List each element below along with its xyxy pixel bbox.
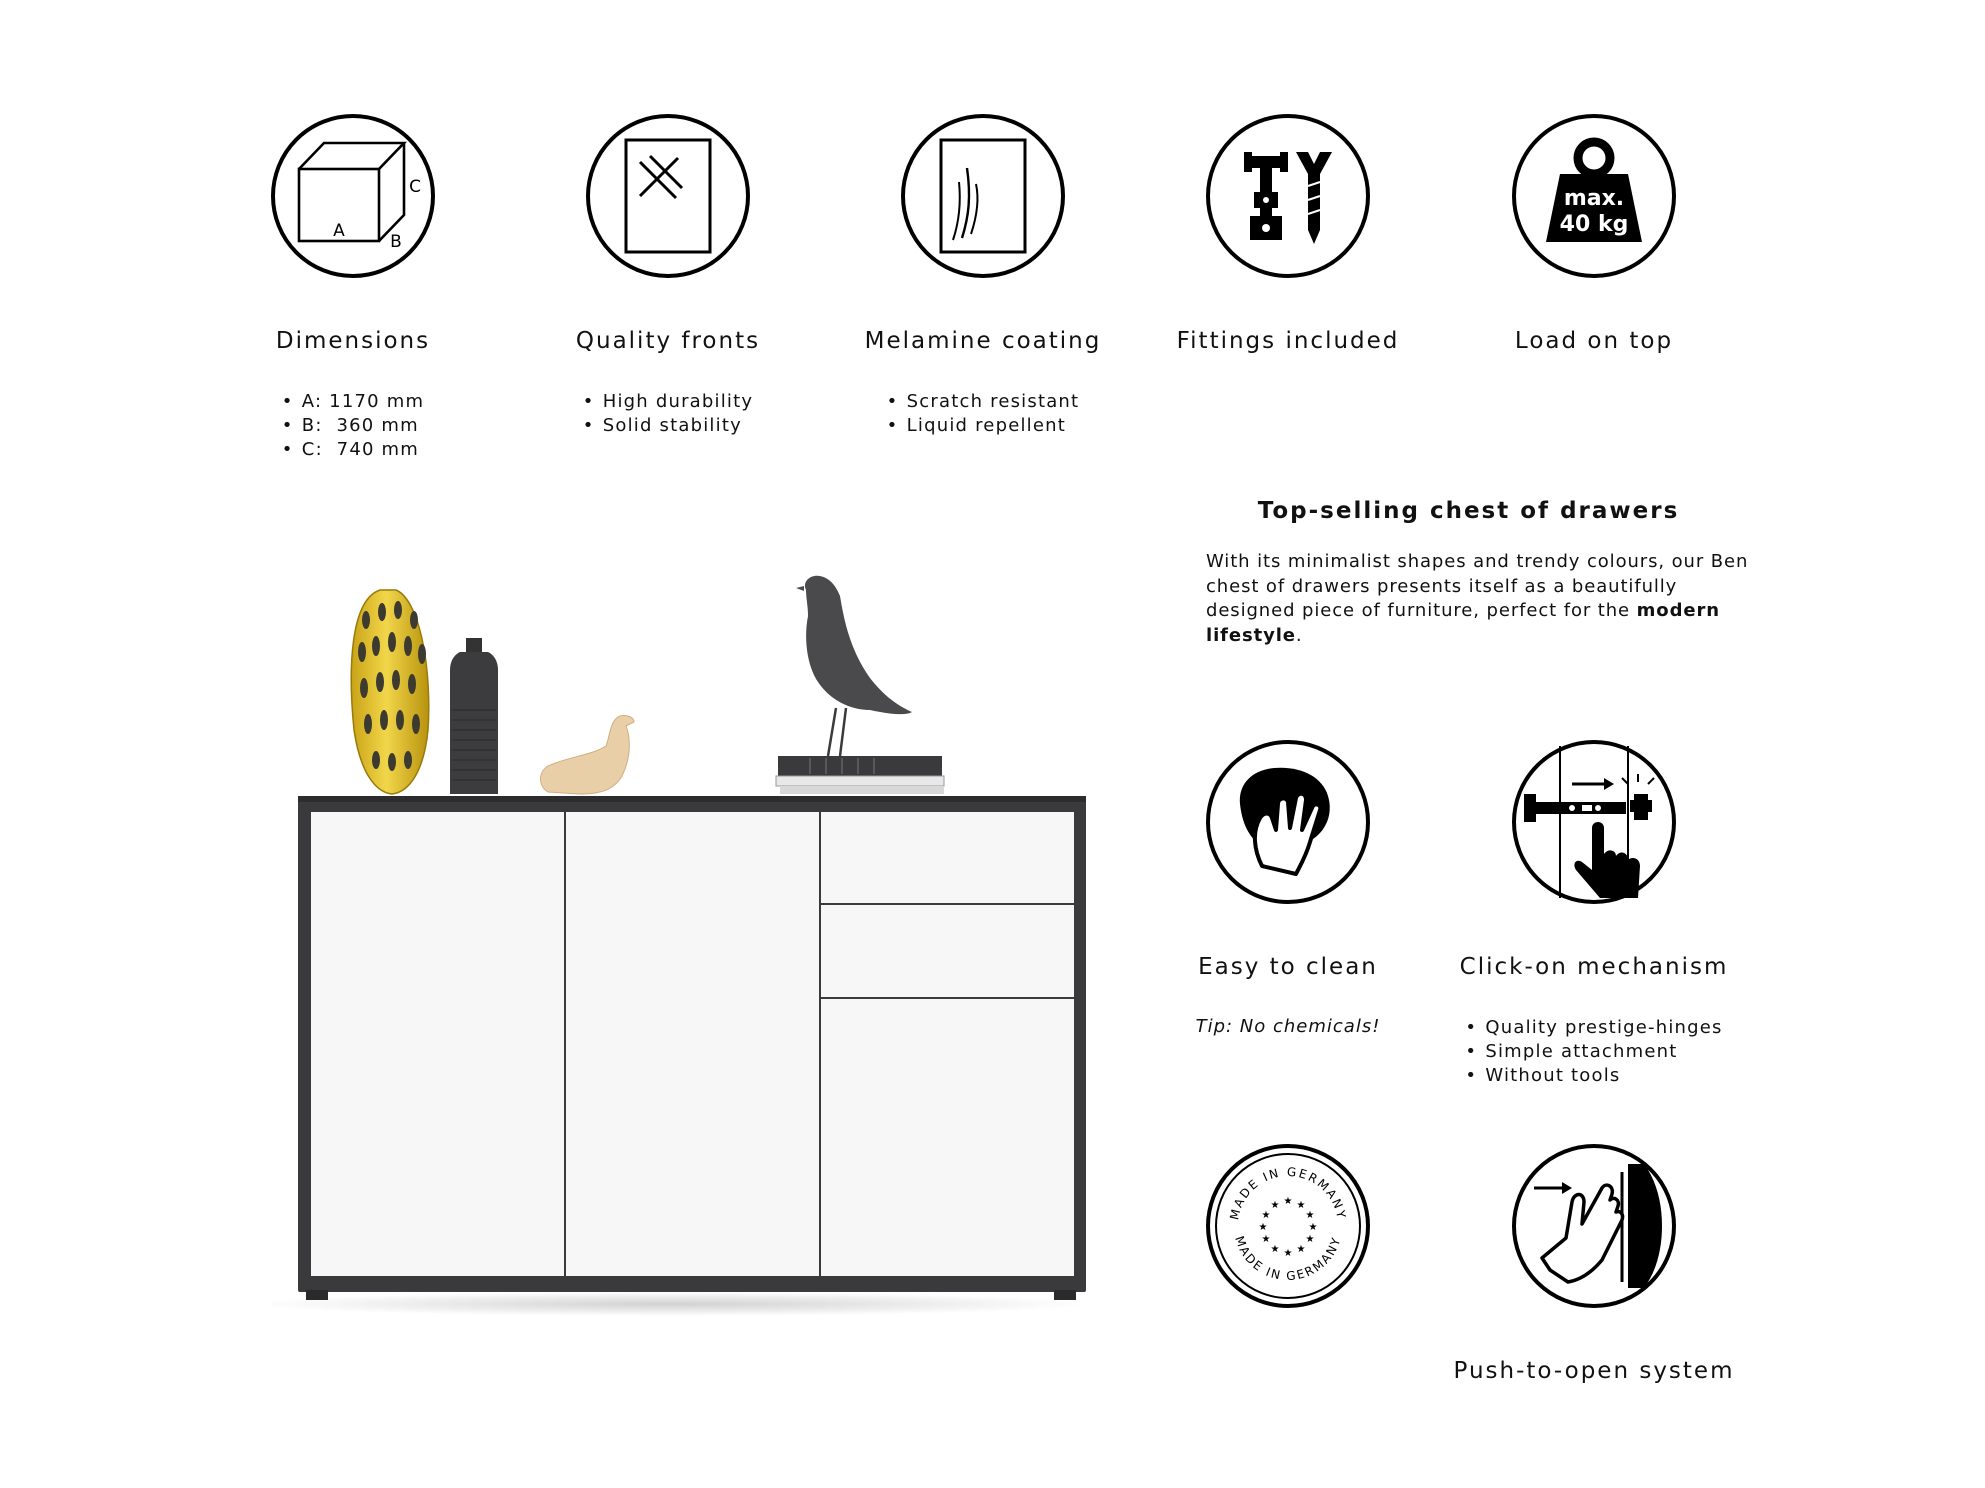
description-title: Top-selling chest of drawers: [1257, 498, 1680, 524]
svg-text:★: ★: [1270, 1244, 1280, 1255]
seal-text-bottom: MADE IN GERMANY: [1232, 1234, 1344, 1284]
chest-of-drawers: [298, 796, 1086, 1300]
feature-bullets: [282, 390, 424, 462]
feature-title: Push-to-open system: [1453, 1358, 1735, 1384]
bullet-item: • Solid stability: [583, 414, 754, 438]
push-hand-icon: [1510, 1142, 1678, 1310]
feature-quality-fronts: [518, 112, 818, 438]
feature-title: Quality fronts: [575, 328, 761, 354]
cabinet-scene: [270, 560, 1120, 1320]
feature-click-on-mechanism: [1444, 738, 1744, 1088]
svg-text:★: ★: [1296, 1244, 1306, 1255]
svg-text:★: ★: [1308, 1222, 1318, 1233]
svg-text:★: ★: [1305, 1210, 1315, 1221]
door-right: [821, 999, 1074, 1276]
drawer-top: [821, 812, 1074, 903]
feature-bullets: [1465, 1016, 1722, 1088]
bullet-item: • Liquid repellent: [887, 414, 1080, 438]
bullet-item: • Quality prestige-hinges: [1465, 1016, 1722, 1040]
feature-title: Dimensions: [275, 328, 431, 354]
feature-bullets: [887, 390, 1080, 438]
bullet-item: • Simple attachment: [1465, 1040, 1722, 1064]
door-left: [311, 812, 564, 1276]
yellow-vase: [351, 590, 428, 794]
dark-bottle: [450, 638, 498, 794]
feature-load-on-top: [1444, 112, 1744, 354]
weight-line-2: 40 kg: [1559, 212, 1629, 237]
svg-text:★: ★: [1283, 1196, 1293, 1207]
weight-icon: [1510, 112, 1678, 280]
svg-text:★: ★: [1258, 1222, 1268, 1233]
feature-easy-to-clean: [1138, 738, 1438, 1037]
book-stack: [776, 756, 944, 794]
bullet-item: • A: 1170 mm: [282, 390, 424, 414]
feature-title: Melamine coating: [864, 328, 1102, 354]
svg-text:★: ★: [1270, 1200, 1280, 1211]
bird-figurine: [796, 576, 912, 756]
description-end: .: [1295, 624, 1303, 646]
svg-text:★: ★: [1283, 1248, 1293, 1259]
feature-fittings-included: [1138, 112, 1438, 354]
feature-title: Easy to clean: [1198, 954, 1378, 980]
feature-made-in-germany: [1138, 1142, 1438, 1310]
door-middle: [566, 812, 819, 1276]
hinge-screw-icon: [1204, 112, 1372, 280]
weight-line-1: max.: [1563, 186, 1625, 211]
cloth-hand-icon: [1204, 738, 1372, 906]
svg-text:★: ★: [1305, 1234, 1315, 1245]
wooden-bird: [541, 715, 635, 794]
bullet-item: • Scratch resistant: [887, 390, 1080, 414]
scratch-panel-icon: [899, 112, 1067, 280]
floor-shadow: [270, 1292, 1090, 1316]
feature-bullets: [583, 390, 754, 438]
bullet-item: • C: 740 mm: [282, 438, 424, 462]
feature-melamine-coating: [833, 112, 1133, 438]
click-hinge-icon: [1510, 738, 1678, 906]
made-in-germany-seal-icon: [1204, 1142, 1372, 1310]
bullet-item: • Without tools: [1465, 1064, 1722, 1088]
dimension-label-c: C: [409, 177, 421, 197]
svg-text:★: ★: [1261, 1234, 1271, 1245]
feature-dimensions: [203, 112, 503, 462]
feature-push-to-open: [1444, 1142, 1744, 1384]
dimension-label-a: A: [333, 221, 345, 241]
seal-text-top: MADE IN GERMANY: [1227, 1164, 1349, 1222]
feature-title: Fittings included: [1176, 328, 1400, 354]
feature-title: Load on top: [1514, 328, 1674, 354]
description-body: With its minimalist shapes and trendy colours, our Ben chest of drawers presents itself as a beautifully designed piece of furniture, perfect for the: [1206, 551, 1749, 621]
description-emphasis: modern lifestyle: [1206, 600, 1720, 646]
svg-text:★: ★: [1296, 1200, 1306, 1211]
bullet-item: • High durability: [583, 390, 754, 414]
svg-text:★: ★: [1261, 1210, 1271, 1221]
feature-tip: Tip: No chemicals!: [1195, 1016, 1381, 1037]
bullet-item: • B: 360 mm: [282, 414, 424, 438]
feature-title: Click-on mechanism: [1459, 954, 1729, 980]
dimension-label-b: B: [390, 232, 402, 252]
drawer-second: [821, 905, 1074, 997]
product-description: [1206, 498, 1766, 648]
description-text: [1206, 550, 1766, 648]
cube-dimensions-icon: [269, 112, 437, 280]
front-panel-icon: [584, 112, 752, 280]
